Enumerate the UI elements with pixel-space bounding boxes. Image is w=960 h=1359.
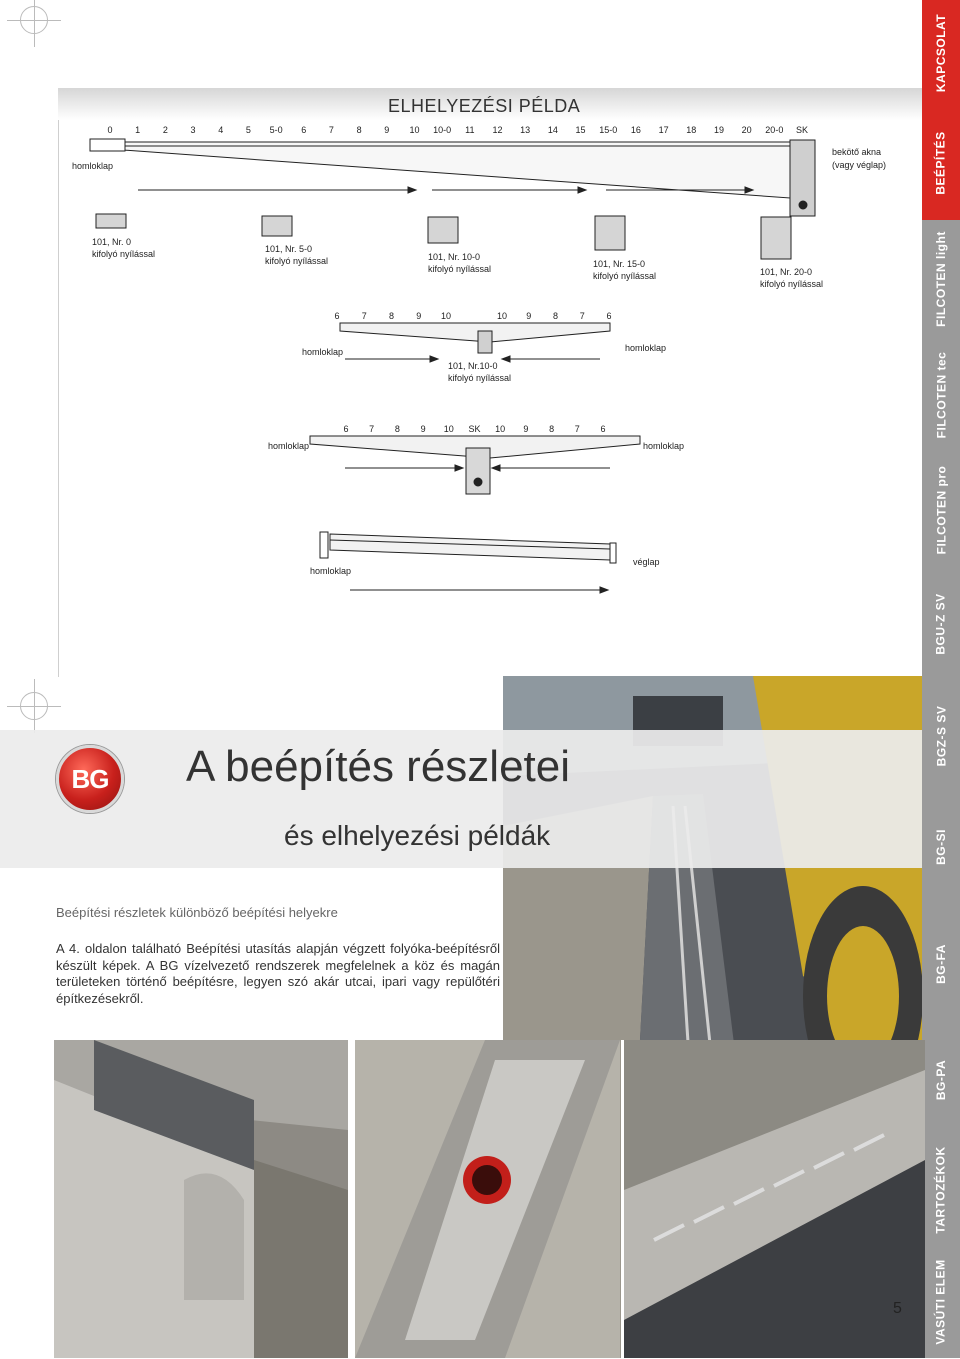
sk-number-1: 7: [369, 424, 375, 434]
top-number-11: 10: [409, 125, 420, 135]
top-number-21: 18: [686, 125, 697, 135]
box-label-1: 101, Nr. 5-0 kifolyó nyílással: [265, 244, 329, 266]
sk-homloklap-left: homloklap: [268, 441, 310, 451]
top-number-23: 20: [741, 125, 752, 135]
top-number-2: 2: [162, 125, 168, 135]
section-heading: Beépítési részletek különböző beépítési helyekre: [56, 905, 338, 920]
sk-number-9: 7: [574, 424, 580, 434]
top-number-20: 17: [658, 125, 669, 135]
tab-filcoten-pro[interactable]: FILCOTEN pro: [922, 452, 960, 569]
top-number-10: 9: [384, 125, 390, 135]
top-number-19: 16: [630, 125, 641, 135]
tab-filcoten-tec[interactable]: FILCOTEN tec: [922, 338, 960, 453]
top-number-12: 10-0: [433, 125, 452, 135]
bottom-homloklap-label: homloklap: [310, 566, 352, 576]
mid-homloklap-left: homloklap: [302, 347, 344, 357]
page-title: A beépítés részletei: [186, 742, 571, 791]
box-label-4: 101, Nr. 20-0 kifolyó nyílással: [760, 267, 824, 289]
page-number: 5: [893, 1300, 902, 1317]
mid-number-right-4: 6: [606, 311, 612, 321]
top-number-4: 4: [218, 125, 224, 135]
top-number-1: 1: [135, 125, 141, 135]
box-label-3: 101, Nr. 15-0 kifolyó nyílással: [593, 259, 657, 281]
sk-number-10: 6: [600, 424, 606, 434]
top-number-18: 15-0: [599, 125, 618, 135]
sk-number-8: 8: [549, 424, 555, 434]
tab-kapcsolat[interactable]: KAPCSOLAT: [922, 0, 960, 106]
top-number-6: 5-0: [269, 125, 283, 135]
top-number-15: 13: [520, 125, 531, 135]
top-number-25: SK: [795, 125, 809, 135]
top-number-16: 14: [547, 125, 558, 135]
tab-bg-pa[interactable]: BG-PA: [922, 1026, 960, 1135]
sk-number-4: 10: [443, 424, 454, 434]
tab-bg-fa[interactable]: BG-FA: [922, 902, 960, 1027]
bottom-veglap-label: véglap: [633, 557, 660, 567]
bekoto-akna-label: bekötő akna: [832, 147, 882, 157]
tab-vasuti-elem[interactable]: VASÚTI ELEM: [922, 1246, 960, 1359]
mid-number-right-3: 7: [579, 311, 585, 321]
mid-number-right-1: 9: [526, 311, 532, 321]
veglap-note-label: (vagy véglap): [832, 160, 887, 170]
tab-bgz-s-sv[interactable]: BGZ-S SV: [922, 680, 960, 793]
sk-number-0: 6: [343, 424, 349, 434]
top-number-22: 19: [713, 125, 724, 135]
box-label-0: 101, Nr. 0 kifolyó nyílással: [92, 237, 156, 259]
body-paragraph: A 4. oldalon található Beépítési utasítás alapján végzett folyóka-beépítésről készült képek. A BG vízelvezető rendszerek megfelelnek a köz és magán területeken történő beépítésre, legyen szó akár utcai, ipari vagy repülőtéri építkezésekről.: [56, 941, 500, 1006]
concrete-channel-photo: [54, 1040, 348, 1358]
mid-homloklap-right: homloklap: [625, 343, 667, 353]
sk-homloklap-right: homloklap: [643, 441, 685, 451]
tab-beepites[interactable]: BEÉPÍTÉS: [922, 105, 960, 221]
tab-bg-si[interactable]: BG-SI: [922, 792, 960, 903]
top-number-0: 0: [107, 125, 113, 135]
grate-photo: [621, 1040, 925, 1358]
bg-logo: BG: [56, 745, 124, 813]
top-number-8: 7: [328, 125, 334, 135]
sk-number-5: SK: [468, 424, 481, 434]
top-number-5: 5: [245, 125, 251, 135]
tab-bgu-z-sv[interactable]: BGU-Z SV: [922, 568, 960, 681]
crosshair-mark-icon: [20, 692, 48, 720]
mid-box-label: 101, Nr.10-0 kifolyó nyílással: [448, 361, 512, 383]
channel-outlet-photo: [352, 1040, 620, 1358]
sk-number-3: 9: [420, 424, 426, 434]
sk-number-2: 8: [394, 424, 400, 434]
sidebar-nav: [922, 0, 960, 1358]
mid-number-right-0: 10: [496, 311, 508, 321]
channel-diagram-drawing: [0, 0, 922, 676]
mid-number-left-4: 10: [440, 311, 452, 321]
top-number-17: 15: [575, 125, 586, 135]
mid-number-left-0: 6: [334, 311, 340, 321]
page-subtitle: és elhelyezési példák: [284, 820, 551, 851]
diagram-title: ELHELYEZÉSI PÉLDA: [388, 96, 581, 116]
top-number-14: 12: [492, 125, 503, 135]
mid-number-left-1: 7: [361, 311, 367, 321]
homloklap-label: homloklap: [72, 161, 114, 171]
mid-number-left-2: 8: [388, 311, 395, 321]
sk-number-6: 10: [495, 424, 506, 434]
mid-number-right-2: 8: [552, 311, 559, 321]
top-number-3: 3: [190, 125, 196, 135]
top-number-24: 20-0: [765, 125, 784, 135]
tab-filcoten-light[interactable]: FILCOTEN light: [922, 220, 960, 339]
box-label-2: 101, Nr. 10-0 kifolyó nyílással: [428, 252, 492, 274]
top-number-7: 6: [301, 125, 307, 135]
top-number-13: 11: [465, 125, 475, 135]
tab-tartozekok[interactable]: TARTOZÉKOK: [922, 1134, 960, 1247]
top-number-9: 8: [356, 125, 362, 135]
mid-number-left-3: 9: [416, 311, 422, 321]
sk-number-7: 9: [523, 424, 529, 434]
